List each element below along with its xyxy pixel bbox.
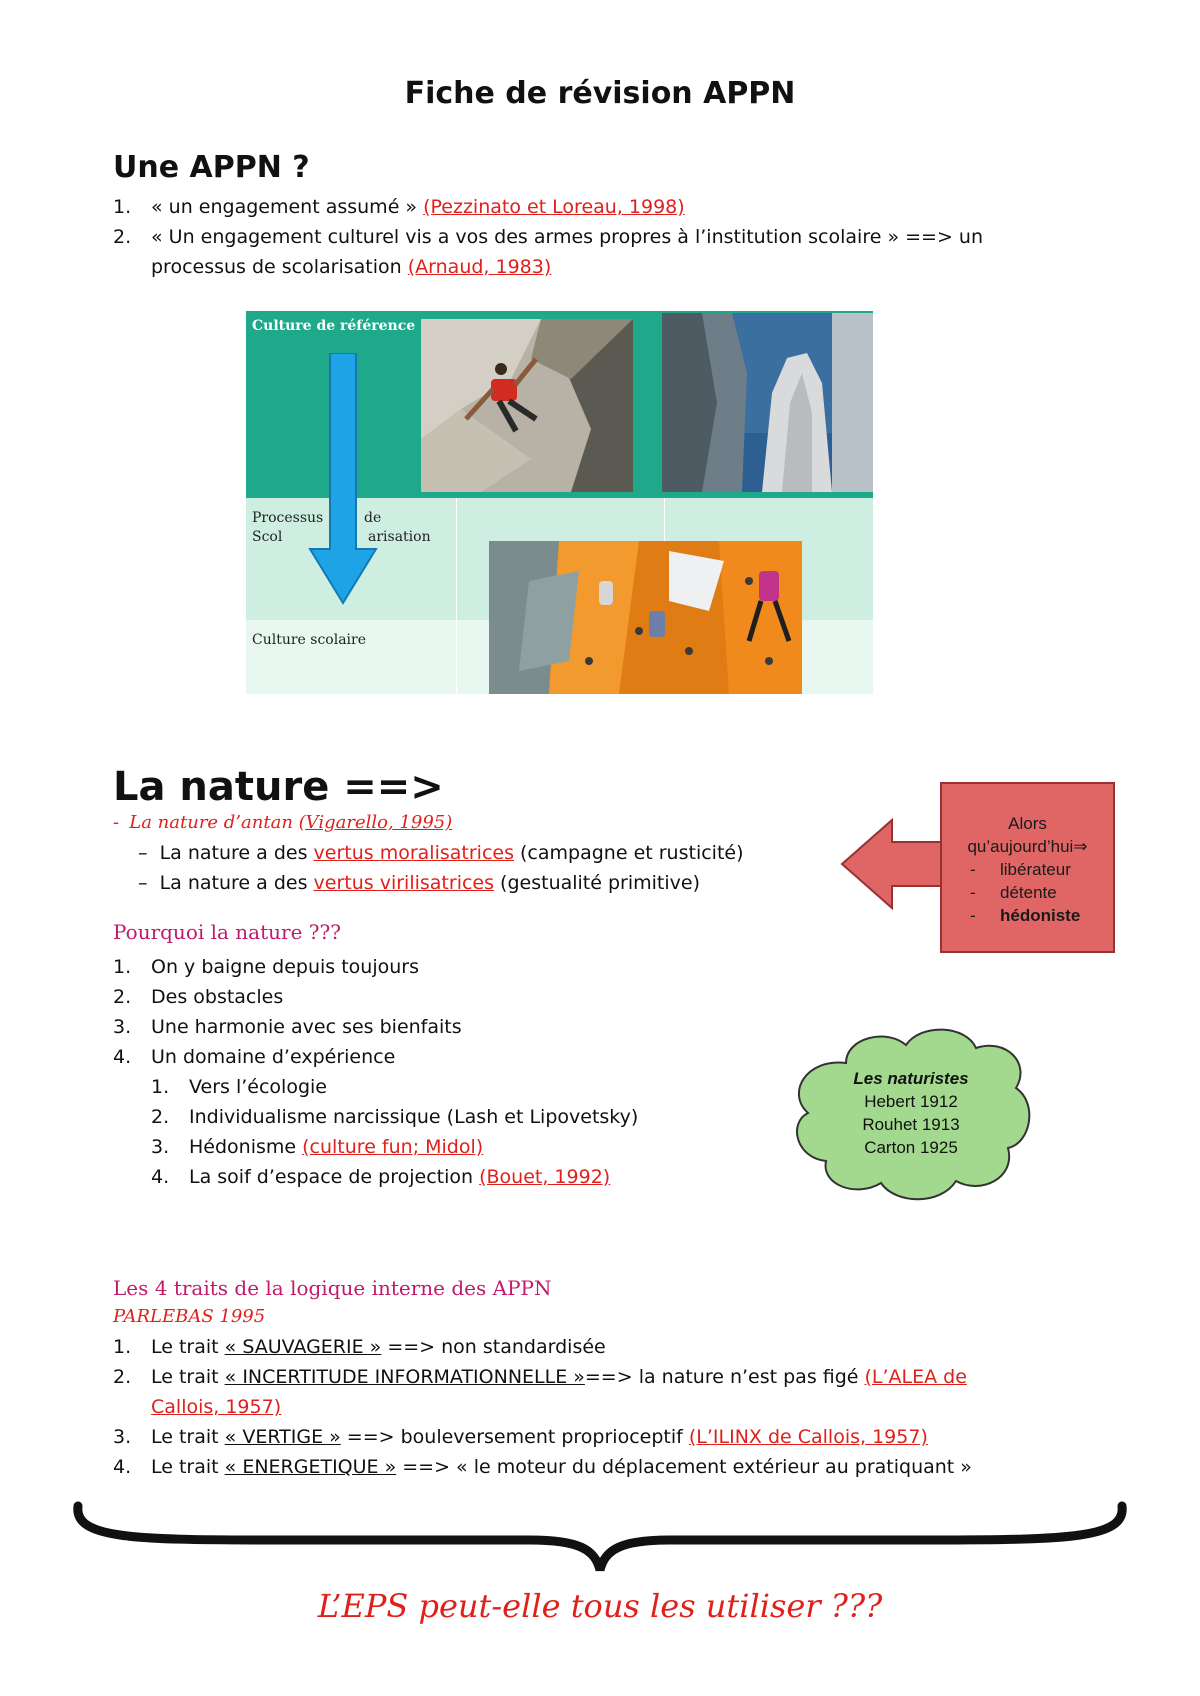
indoor-climbing-wall-photo <box>489 541 802 694</box>
sub-item-4: 4. La soif d’espace de projection (Bouet, 1992) <box>151 1166 611 1188</box>
sub-item-2: 2. Individualisme narcissique (Lash et Lipovetsky) <box>151 1106 639 1128</box>
trait-item-2: 2. Le trait « INCERTITUDE INFORMATIONNELLE »==> la nature n’est pas figé (L’ALEA de <box>113 1366 967 1388</box>
page-title: Fiche de révision APPN <box>404 76 796 111</box>
reference-link: (culture fun; Midol) <box>302 1136 484 1158</box>
section1-item-2: 2. « Un engagement culturel vis a vos des armes propres à l’institution scolaire » ==> un <box>113 226 984 248</box>
figure-label-bottom: Culture scolaire <box>252 632 367 648</box>
sub-item-1: 1. Vers l’écologie <box>151 1076 327 1098</box>
section1-heading: Une APPN ? <box>113 150 310 185</box>
trait-item-2-cont <box>151 1396 281 1418</box>
rock-climber-photo <box>421 319 633 492</box>
nature-bullet-2: – La nature a des vertus virilisatrices (gestualité primitive) <box>138 872 701 894</box>
reference-link: (Pezzinato et Loreau, 1998) <box>423 196 685 218</box>
section3-heading: Les 4 traits de la logique interne des APPN <box>113 1276 552 1300</box>
arrow-down-icon <box>308 353 378 605</box>
nature-bullet-1: – La nature a des vertus moralisatrices (campagne et rusticité) <box>138 842 744 864</box>
trait-item-3: 3. Le trait « VERTIGE » ==> bouleversement proprioceptif (L’ILINX de Callois, 1957) <box>113 1426 928 1448</box>
cloud-title: Les naturistes <box>853 1069 969 1088</box>
why-item-1: 1. On y baigne depuis toujours <box>113 956 419 978</box>
section1-item-2-cont: processus de scolarisation (Arnaud, 1983) <box>151 256 552 278</box>
figure-label-process-b: de <box>364 510 382 526</box>
figure-label-top: Culture de référence <box>252 318 416 334</box>
section1-item-1: 1. « un engagement assumé » (Pezzinato et Loreau, 1998) <box>113 196 685 218</box>
conclusion-text: L’EPS peut-elle tous les utiliser ??? <box>317 1587 883 1625</box>
why-item-2: 2. Des obstacles <box>113 986 284 1008</box>
reference-link: (L’ALEA de <box>864 1366 967 1388</box>
why-heading: Pourquoi la nature ??? <box>113 920 341 944</box>
nature-antan-line: - La nature d’antan (Vigarello, 1995) <box>113 812 453 833</box>
reference-link: (Bouet, 1992) <box>479 1166 611 1188</box>
trait-item-1: 1. Le trait « SAUVAGERIE » ==> non standardisée <box>113 1336 606 1358</box>
figure-label-process-c: Scol <box>252 529 283 545</box>
arrow-left-icon <box>840 818 944 910</box>
figure-label-process-d: arisation <box>368 529 431 545</box>
why-item-3: 3. Une harmonie avec ses bienfaits <box>113 1016 462 1038</box>
figure-label-process-a: Processus <box>252 510 324 526</box>
why-item-4: 4. Un domaine d’expérience <box>113 1046 396 1068</box>
section2-heading: La nature ==> <box>113 764 444 810</box>
scolarisation-figure <box>246 311 873 694</box>
sea-cliff-photo <box>662 313 873 492</box>
cloud-line-1: Hebert 1912 <box>864 1092 958 1111</box>
reference-link: (Arnaud, 1983) <box>407 256 552 278</box>
reference-link: (L’ILINX de Callois, 1957) <box>688 1426 928 1448</box>
today-callout-box: Alors qu’aujourd’hui⇒ - libérateur - détente - hédoniste <box>940 782 1115 953</box>
cloud-line-2: Rouhet 1913 <box>862 1115 960 1134</box>
trait-item-4: 4. Le trait « ENERGETIQUE » ==> « le moteur du déplacement extérieur au pratiquant » <box>113 1456 972 1478</box>
cloud-line-3: Carton 1925 <box>864 1138 958 1157</box>
reference-link: (Vigarello, 1995) <box>298 812 453 833</box>
section3-author: PARLEBAS 1995 <box>113 1306 266 1327</box>
sub-item-3: 3. Hédonisme (culture fun; Midol) <box>151 1136 484 1158</box>
curly-brace-icon <box>70 1498 1130 1578</box>
reference-link: Callois, 1957) <box>151 1396 282 1418</box>
